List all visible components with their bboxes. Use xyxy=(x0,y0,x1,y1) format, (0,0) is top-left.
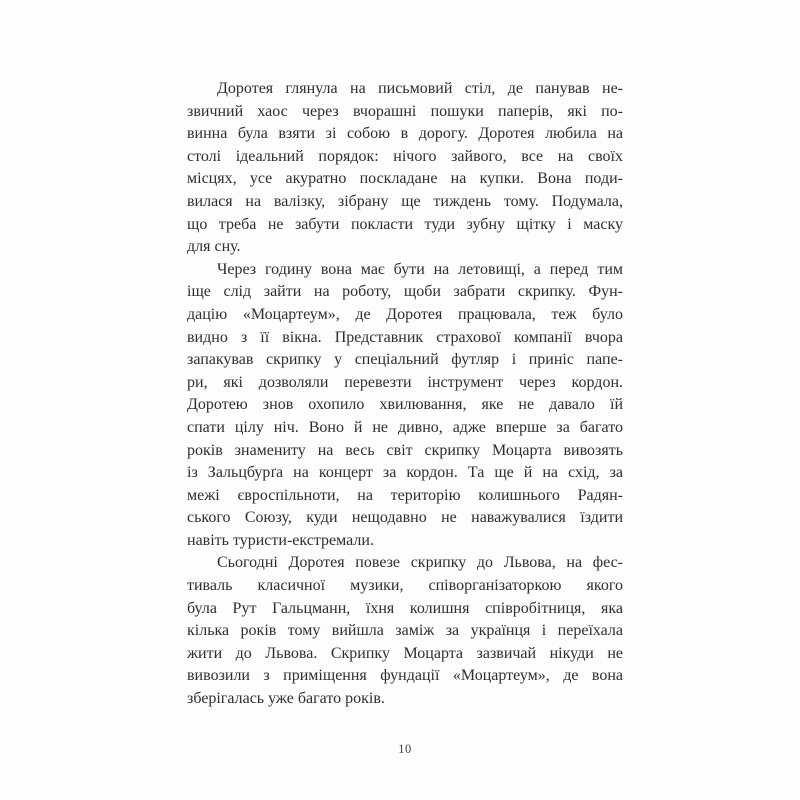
text-line: Доротею знов охопило хвилювання, яке не давало їй xyxy=(187,396,623,414)
text-line: запакував скрипку у спеціальний футляр і приніс папе- xyxy=(187,351,623,369)
text-line: вилася на валізку, зібрану ще тиждень тому. Подумала, xyxy=(187,192,623,210)
text-line: вивозили з приміщення фундації «Моцартеум», де вона xyxy=(187,667,623,685)
text-line: іще слід зайти на роботу, щоби забрати скрипку. Фун- xyxy=(187,283,623,301)
paragraph xyxy=(187,552,623,710)
text-line: винна була взяти зі собою в дорогу. Доротея любила на xyxy=(187,125,623,143)
text-line: була Рут Гальцманн, їхня колишня співробітниця, яка xyxy=(187,599,623,617)
text-line: ри, які дозволяли перевезти інструмент через кордон. xyxy=(187,373,623,391)
text-line: дацію «Моцартеум», де Доротея працювала, теж було xyxy=(187,305,623,323)
text-line: для сну. xyxy=(187,238,241,256)
text-line: зберігалась уже багато років. xyxy=(187,690,385,708)
text-line: із Зальцбурґа на концерт за кордон. Та ще й на схід, за xyxy=(187,464,623,482)
text-line: років знамениту на весь світ скрипку Моцарта вивозять xyxy=(187,441,623,459)
text-line: Доротея глянула на письмовий стіл, де панував не- xyxy=(217,80,623,97)
text-line: ського Союзу, куди нещодавно не наважувалися їздити xyxy=(187,509,623,527)
text-column xyxy=(187,78,623,711)
text-line: спати цілу ніч. Воно й не дивно, адже вперше за багато xyxy=(187,418,623,436)
text-line: жити до Львова. Скрипку Моцарта зазвичай нікуди не xyxy=(187,644,623,662)
text-line: Сьогодні Доротея повезе скрипку до Львова, на фес- xyxy=(217,554,623,572)
text-line: кілька років тому вийшла заміж за українця і переїхала xyxy=(187,622,623,640)
text-line: межі євроспільноти, на територію колишнього Радян- xyxy=(187,486,623,504)
text-line: видно з її вікна. Представник страхової компанії вчора xyxy=(187,328,623,346)
page-number: 10 xyxy=(398,742,412,756)
paragraph xyxy=(187,78,623,259)
text-line: навіть туристи-екстремали. xyxy=(187,531,374,549)
text-line: місцях, усе акуратно поскладане на купки. Вона поди- xyxy=(187,170,623,188)
text-line: звичний хаос через вчорашні пошуки паперів, які по- xyxy=(187,102,623,120)
text-line: Через годину вона має бути на летовищі, а перед тим xyxy=(217,260,623,278)
text-line: столі ідеальний порядок: нічого зайвого, все на своїх xyxy=(187,147,623,165)
text-line: що треба не забути покласти туди зубну щітку і маску xyxy=(187,215,623,233)
paragraph xyxy=(187,259,623,553)
text-line: тиваль класичної музики, співорганізаторкою якого xyxy=(187,577,623,595)
